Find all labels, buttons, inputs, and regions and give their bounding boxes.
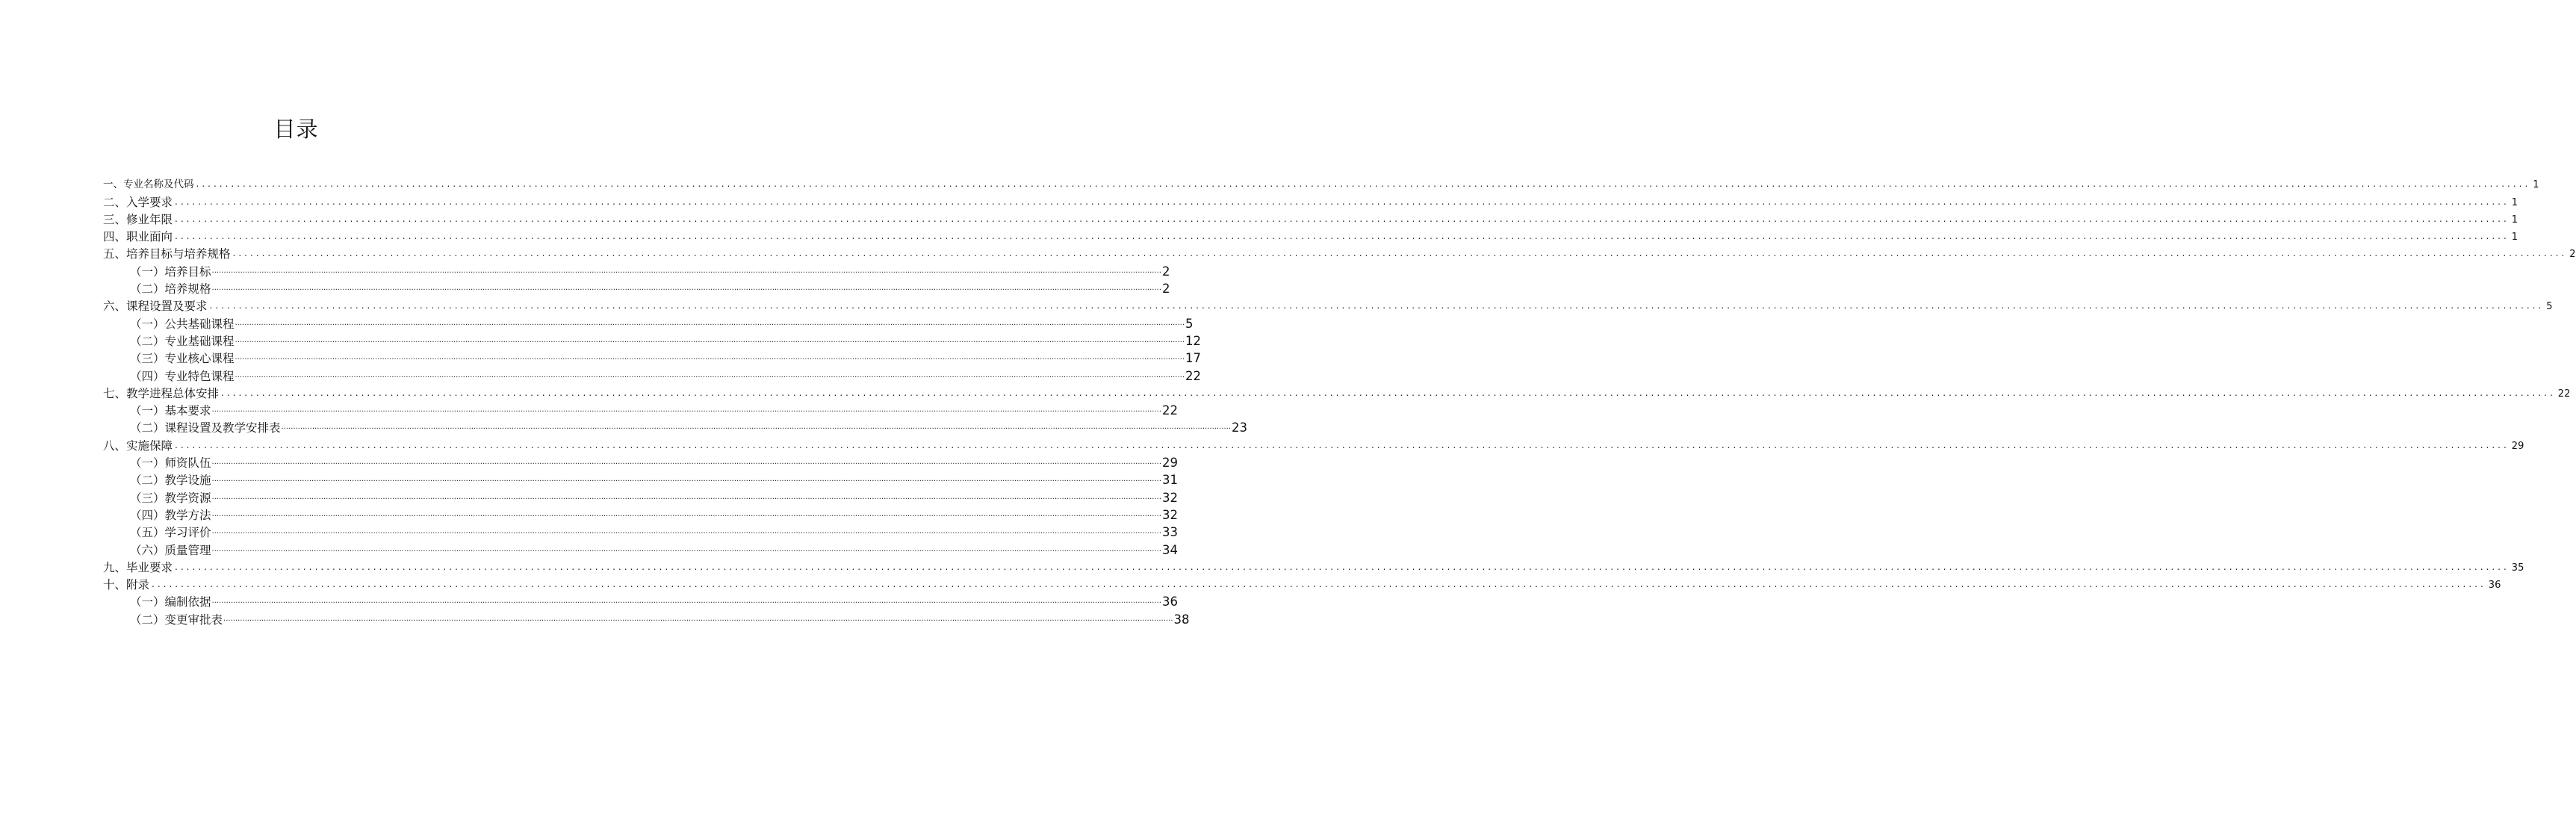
toc-entry-label: （三）教学资源 bbox=[130, 491, 211, 505]
toc-entry-page-number: 38 bbox=[1173, 612, 1190, 627]
toc-entry-label: （一）基本要求 bbox=[130, 404, 211, 418]
toc-entry-page-number: 2 bbox=[1162, 282, 1170, 297]
toc-entry[interactable] bbox=[103, 244, 2576, 261]
toc-entry[interactable] bbox=[103, 175, 2539, 192]
toc-dot-leader: ................................................................................................................................................................................................................................................................................................................................................................................................................ bbox=[211, 475, 1161, 484]
toc-dot-leader: ................................................................................................................................................................................................................................................................................................................................................................................................................ bbox=[235, 318, 1185, 327]
toc-dot-leader: ................................................................................................................................................................................................................................................................................................................................................................................................................ bbox=[196, 179, 2531, 190]
toc-entry-page-number: 32 bbox=[1162, 507, 1178, 522]
toc-dot-leader: ................................................................................................................................................................................................................................................................................................................................................................................................................ bbox=[211, 597, 1161, 606]
toc-entry-page-number: 2 bbox=[2569, 249, 2576, 261]
toc-entry-page-number: 33 bbox=[1162, 525, 1178, 540]
toc-entry[interactable] bbox=[103, 192, 2518, 209]
toc-entry[interactable] bbox=[103, 609, 1190, 627]
toc-entry-page-number: 22 bbox=[2557, 388, 2571, 400]
toc-dot-leader: ................................................................................................................................................................................................................................................................................................................................................................................................................ bbox=[221, 387, 2556, 398]
toc-entry-label: 三、修业年限 bbox=[103, 212, 173, 226]
toc-entry-page-number: 36 bbox=[1162, 595, 1178, 609]
toc-dot-leader: ................................................................................................................................................................................................................................................................................................................................................................................................................ bbox=[235, 335, 1185, 344]
toc-dot-leader: ................................................................................................................................................................................................................................................................................................................................................................................................................ bbox=[211, 406, 1161, 415]
toc-entry-label: （一）公共基础课程 bbox=[130, 317, 235, 331]
toc-dot-leader: ................................................................................................................................................................................................................................................................................................................................................................................................................ bbox=[235, 370, 1185, 379]
toc-entry-label: （四）教学方法 bbox=[130, 508, 211, 522]
toc-entry-page-number: 22 bbox=[1162, 403, 1178, 418]
toc-entry-label: （一）培养目标 bbox=[130, 264, 211, 279]
toc-dot-leader: ................................................................................................................................................................................................................................................................................................................................................................................................................ bbox=[175, 196, 2510, 207]
toc-entry[interactable] bbox=[103, 488, 1178, 505]
toc-entry-page-number: 23 bbox=[1232, 420, 1247, 435]
toc-entry[interactable] bbox=[103, 418, 1247, 435]
toc-entry-page-number: 12 bbox=[1185, 333, 1201, 348]
toc-entry-label: （二）专业基础课程 bbox=[130, 334, 235, 348]
toc-dot-leader: ................................................................................................................................................................................................................................................................................................................................................................................................................ bbox=[175, 439, 2510, 450]
toc-entry[interactable] bbox=[103, 279, 1170, 297]
toc-dot-leader: ................................................................................................................................................................................................................................................................................................................................................................................................................ bbox=[235, 353, 1185, 362]
toc-entry-label: 十、附录 bbox=[103, 578, 150, 592]
toc-entry-page-number: 1 bbox=[2511, 214, 2518, 226]
toc-dot-leader: ................................................................................................................................................................................................................................................................................................................................................................................................................ bbox=[175, 213, 2510, 224]
toc-dot-leader: ................................................................................................................................................................................................................................................................................................................................................................................................................ bbox=[211, 509, 1161, 518]
toc-dot-leader: ................................................................................................................................................................................................................................................................................................................................................................................................................ bbox=[211, 492, 1161, 501]
toc-entry-label: 七、教学进程总体安排 bbox=[103, 386, 220, 400]
toc-dot-leader: ................................................................................................................................................................................................................................................................................................................................................................................................................ bbox=[281, 423, 1231, 432]
toc-entry[interactable] bbox=[103, 384, 2571, 401]
toc-entry-label: （二）培养规格 bbox=[130, 282, 211, 297]
toc-entry-page-number: 36 bbox=[2488, 580, 2501, 592]
toc-entry[interactable] bbox=[103, 540, 1178, 557]
toc-entry-label: 五、培养目标与培养规格 bbox=[103, 247, 231, 261]
toc-entry-label: 二、入学要求 bbox=[103, 195, 173, 209]
toc-entry[interactable] bbox=[103, 314, 1194, 331]
toc-entry-page-number: 31 bbox=[1162, 473, 1178, 488]
toc-entry-page-number: 35 bbox=[2511, 562, 2524, 574]
toc-entry-label: （二）课程设置及教学安排表 bbox=[130, 421, 281, 435]
toc-dot-leader: ................................................................................................................................................................................................................................................................................................................................................................................................................ bbox=[175, 231, 2510, 242]
toc-entry-page-number: 29 bbox=[2511, 440, 2524, 452]
toc-entry-label: （二）变更审批表 bbox=[130, 612, 223, 627]
toc-entry[interactable] bbox=[103, 471, 1178, 488]
toc-entry[interactable] bbox=[103, 366, 1201, 383]
toc-entry[interactable] bbox=[103, 506, 1178, 523]
toc-entry[interactable] bbox=[103, 435, 2524, 453]
toc-dot-leader: ................................................................................................................................................................................................................................................................................................................................................................................................................ bbox=[211, 527, 1161, 536]
toc-entry-page-number: 34 bbox=[1162, 542, 1178, 557]
toc-entry-label: （六）质量管理 bbox=[130, 543, 211, 557]
toc-entry-page-number: 17 bbox=[1185, 351, 1201, 366]
toc-dot-leader: ................................................................................................................................................................................................................................................................................................................................................................................................................ bbox=[211, 544, 1161, 553]
toc-entry-label: 八、实施保障 bbox=[103, 438, 173, 453]
toc-entry-page-number: 1 bbox=[2533, 179, 2539, 191]
toc-entry-label: 一、专业名称及代码 bbox=[103, 179, 194, 191]
toc-entry-page-number: 32 bbox=[1162, 490, 1178, 505]
toc-dot-leader: ................................................................................................................................................................................................................................................................................................................................................................................................................ bbox=[232, 248, 2568, 259]
toc-dot-leader: ................................................................................................................................................................................................................................................................................................................................................................................................................ bbox=[223, 614, 1173, 623]
toc-entry-page-number: 29 bbox=[1162, 456, 1178, 471]
toc-entry-label: （一）师资队伍 bbox=[130, 456, 211, 471]
toc-entry-page-number: 22 bbox=[1185, 368, 1201, 383]
toc-entry-label: （一）编制依据 bbox=[130, 595, 211, 609]
toc-dot-leader: ................................................................................................................................................................................................................................................................................................................................................................................................................ bbox=[211, 266, 1161, 275]
toc-entry-label: （四）专业特色课程 bbox=[130, 369, 235, 383]
toc-entry[interactable] bbox=[103, 558, 2524, 575]
toc-entry[interactable] bbox=[103, 349, 1201, 366]
toc-dot-leader: ................................................................................................................................................................................................................................................................................................................................................................................................................ bbox=[211, 458, 1161, 467]
toc-entry[interactable] bbox=[103, 592, 1178, 609]
toc-entry-label: 九、毕业要求 bbox=[103, 560, 173, 574]
toc-entry-label: 六、课程设置及要求 bbox=[103, 299, 208, 314]
table-of-contents bbox=[103, 175, 2576, 627]
toc-entry[interactable] bbox=[103, 575, 2501, 592]
toc-entry-page-number: 5 bbox=[2546, 301, 2553, 313]
toc-entry[interactable] bbox=[103, 401, 1178, 418]
toc-dot-leader: ................................................................................................................................................................................................................................................................................................................................................................................................................ bbox=[209, 300, 2545, 311]
toc-entry[interactable] bbox=[103, 261, 1170, 279]
toc-entry-page-number: 1 bbox=[2511, 232, 2518, 243]
toc-entry-label: （五）学习评价 bbox=[130, 526, 211, 540]
toc-entry-page-number: 2 bbox=[1162, 264, 1170, 279]
toc-entry-page-number: 5 bbox=[1185, 316, 1194, 331]
toc-entry-label: （二）教学设施 bbox=[130, 474, 211, 488]
toc-entry[interactable] bbox=[103, 297, 2553, 314]
toc-entry-page-number: 1 bbox=[2511, 196, 2518, 208]
toc-entry[interactable] bbox=[103, 227, 2518, 244]
toc-entry-label: （三）专业核心课程 bbox=[130, 352, 235, 366]
toc-dot-leader: ................................................................................................................................................................................................................................................................................................................................................................................................................ bbox=[175, 561, 2510, 572]
toc-entry[interactable] bbox=[103, 523, 1178, 540]
toc-entry[interactable] bbox=[103, 332, 1201, 349]
toc-dot-leader: ................................................................................................................................................................................................................................................................................................................................................................................................................ bbox=[152, 579, 2486, 590]
toc-dot-leader: ................................................................................................................................................................................................................................................................................................................................................................................................................ bbox=[211, 284, 1161, 293]
toc-entry[interactable] bbox=[103, 210, 2518, 227]
toc-entry[interactable] bbox=[103, 453, 1178, 471]
toc-entry-label: 四、职业面向 bbox=[103, 230, 173, 244]
page-title: 目录 bbox=[273, 117, 319, 142]
